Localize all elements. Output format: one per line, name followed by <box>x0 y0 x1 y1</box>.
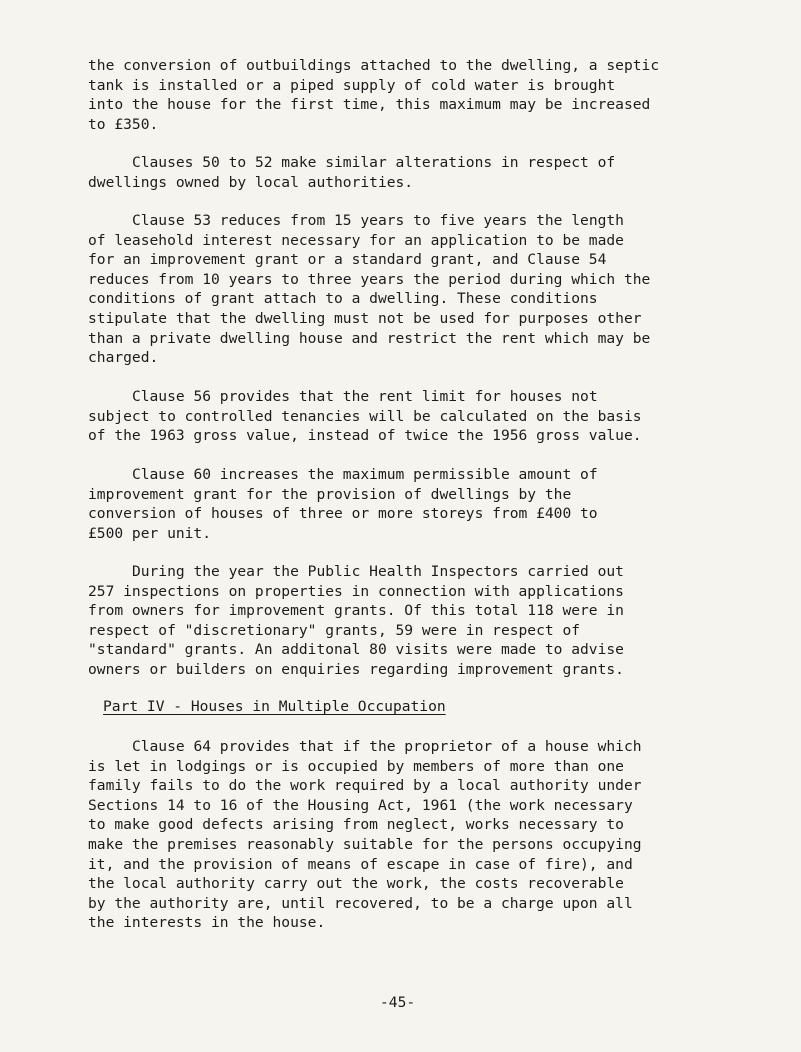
paragraph-clauses-50-52: Clauses 50 to 52 make similar alterations in respect of dwellings owned by local authorities. <box>88 154 616 191</box>
paragraph-conversion-maximum: the conversion of outbuildings attached to the dwelling, a septic tank is installed or a piped supply of cold water is brought into the house for the first time, this maximum may be increased to £350. <box>88 57 660 133</box>
paragraph-clause-56: Clause 56 provides that the rent limit for houses not subject to controlled tenancies will be calculated on the basis of the 1963 gross value, instead of twice the 1956 gross value. <box>88 388 642 445</box>
page-number: -45- <box>380 994 416 1011</box>
section-heading <box>103 697 446 717</box>
paragraph-clause-53-54: Clause 53 reduces from 15 years to five years the length of leasehold interest necessary for an application to be made for an improvement grant or a standard grant, and Clause 54 reduces from 10 years to three years the period during which the conditions of grant attach to a dwelling. These conditions stipulate that the dwelling must not be used for purposes other than a private dwelling house and restrict the rent which may be charged. <box>88 212 651 367</box>
paragraph-clause-60: Clause 60 increases the maximum permissible amount of improvement grant for the provision of dwellings by the conversion of houses of three or more storeys from £400 to £500 per unit. <box>88 466 598 542</box>
paragraph-inspections: During the year the Public Health Inspectors carried out 257 inspections on properties in connection with applications from owners for improvement grants. Of this total 118 were in respect of "discretionary" grants, 59 were in respect of "standard" grants. An additonal 80 visits were made to advise owners or builders on enquiries regarding improvement grants. <box>88 563 624 678</box>
section-heading-text: Part IV - Houses in Multiple Occupation <box>103 698 446 715</box>
paragraph-clause-64: Clause 64 provides that if the proprietor of a house which is let in lodgings or is occupied by members of more than one family fails to do the work required by a local authority under Sections 14 to 16 of the Housing Act, 1961 (the work necessary to make good defects arising from neglect, works necessary to make the premises reasonably suitable for the persons occupying it, and the provision of means of escape in case of fire), and the local authority carry out the work, the costs recoverable by the authority are, until recovered, to be a charge upon all the interests in the house. <box>88 738 642 932</box>
